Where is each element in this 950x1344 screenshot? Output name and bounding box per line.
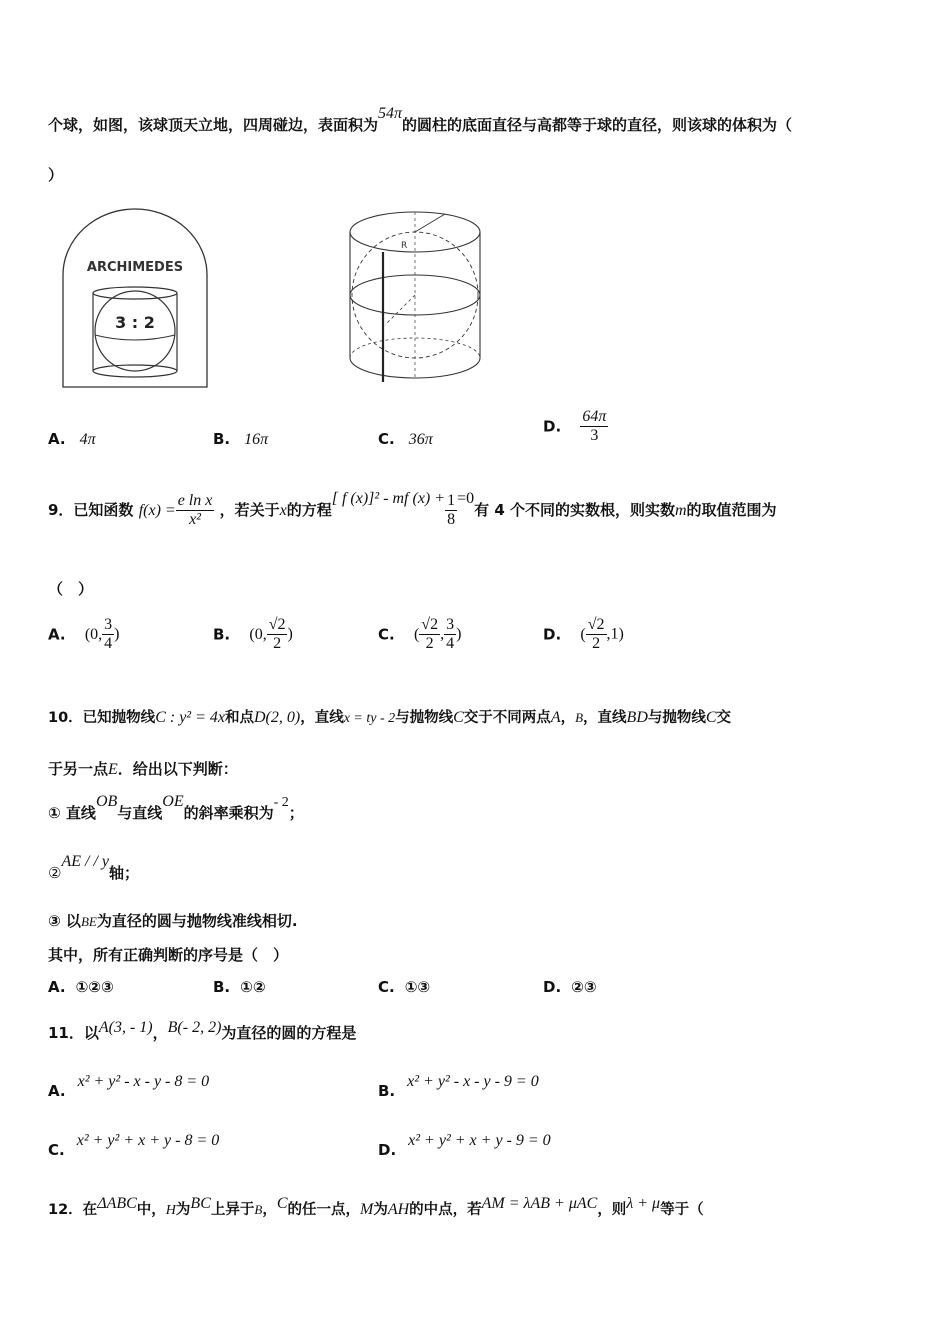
q9-stem-line2: [48, 578, 93, 599]
fraction-numerator: 1: [447, 492, 456, 509]
option-label: B.: [213, 430, 231, 448]
q10-text: ②: [48, 864, 62, 882]
q10-judgment-2: [48, 853, 140, 883]
q10-option-a[interactable]: [48, 978, 114, 996]
q9-option-c[interactable]: [378, 616, 461, 653]
q8-option-c[interactable]: [378, 430, 433, 449]
option-label: C.: [378, 978, 395, 996]
option-value: ②③: [571, 978, 597, 996]
q12-stem: [48, 1195, 704, 1219]
option-label: B.: [213, 978, 231, 996]
q10-option-d[interactable]: [543, 978, 597, 996]
q10-ae-parallel-y: AE / / y: [61, 853, 109, 870]
option-value: ①③: [404, 978, 431, 996]
q8-text: 的圆柱的底面直径与高都等于球的直径，则该球的体积为（: [402, 116, 793, 134]
archimedes-tombstone-figure: [60, 205, 210, 390]
option-fraction: [419, 616, 440, 653]
q10-text: 于另一点: [48, 760, 109, 778]
option-label: C.: [48, 1141, 65, 1159]
q12-segment-bc: BC: [190, 1195, 211, 1212]
q10-line-oe: OE: [162, 793, 184, 810]
q10-option-c[interactable]: [378, 978, 430, 996]
q10-var-c: C: [705, 709, 717, 726]
q12-lambda-plus-mu: λ + μ: [626, 1195, 661, 1212]
q12-text: 上异于: [210, 1202, 255, 1218]
q10-text: ① 直线: [48, 804, 96, 822]
fraction-numerator: 64π: [582, 408, 607, 425]
option-value: ): [287, 625, 293, 643]
q10-text: 其中，所有正确判断的序号是（ ）: [48, 946, 289, 964]
q11-option-c[interactable]: [48, 1131, 220, 1159]
q12-var-b: B: [254, 1202, 263, 1217]
q12-var-h: H: [165, 1203, 176, 1218]
option-value: 16π: [244, 431, 269, 448]
q9-option-a[interactable]: [48, 616, 119, 653]
option-value: ,: [440, 625, 445, 643]
q9-option-b[interactable]: [213, 616, 293, 653]
q11-option-d[interactable]: [378, 1131, 551, 1159]
q9-function-fraction: [176, 492, 215, 529]
q9-equation-fraction: [445, 492, 457, 529]
option-label: A.: [48, 625, 66, 644]
q12-text: 为: [373, 1202, 388, 1218]
q11-text: 11．以: [48, 1024, 99, 1042]
option-fraction: [267, 616, 288, 653]
q8-text: 个球，如图，该球顶天立地，四周碰边，表面积为: [48, 116, 379, 134]
option-label: B.: [378, 1082, 396, 1100]
q8-stem-line1: [48, 105, 793, 135]
q12-vector-eq: AM = λAB + μAC: [481, 1195, 598, 1212]
q8-option-d[interactable]: [543, 408, 608, 445]
q10-point-d: D(2, 0): [253, 709, 301, 726]
q9-option-d[interactable]: [543, 616, 624, 653]
q11-option-b[interactable]: [378, 1072, 539, 1100]
q10-judgment-1: [48, 793, 304, 823]
q9-text: 9．已知函数: [48, 501, 134, 519]
option-value: x² + y² - x - y - 9 = 0: [407, 1073, 539, 1090]
q10-line-ob: OB: [95, 793, 118, 810]
option-label: B.: [213, 625, 231, 644]
fraction-numerator: 3: [104, 616, 113, 633]
q11-point-b: B(- 2, 2): [167, 1019, 222, 1036]
q9-text: ，若关于: [219, 501, 280, 519]
q8-close-paren: ）: [48, 166, 64, 184]
option-value: (0,: [84, 625, 103, 643]
q10-text: 与抛物线: [647, 710, 706, 726]
q10-text: ，直线: [300, 710, 344, 726]
q12-text: ，则: [597, 1202, 627, 1218]
q10-text: ③ 以: [48, 912, 81, 930]
fraction-denominator: 2: [592, 635, 601, 652]
option-label: D.: [378, 1141, 397, 1159]
q10-text: 交: [716, 710, 732, 726]
q9-text: 的方程: [286, 501, 332, 519]
option-value: x² + y² - x - y - 8 = 0: [77, 1073, 210, 1090]
q10-var-c: C: [453, 709, 464, 726]
q8-option-a[interactable]: [48, 430, 96, 449]
q10-slope-product: - 2: [273, 795, 289, 810]
fraction-numerator: √2: [587, 616, 605, 633]
q9-stem-line1: [48, 492, 777, 529]
q10-text: ．给出以下判断：: [117, 760, 238, 778]
option-value: ①②③: [75, 978, 114, 996]
fraction-numerator: √2: [268, 616, 286, 633]
fraction-numerator: 3: [446, 616, 455, 633]
q11-text: 为直径的圆的方程是: [221, 1024, 357, 1042]
q9-text: 有 4 个不同的实数根，则实数: [474, 501, 675, 519]
q10-text: 为直径的圆与抛物线准线相切.: [96, 912, 298, 930]
q12-text: 为: [175, 1202, 191, 1218]
q9-equation-rhs: =0: [457, 490, 475, 507]
option-fraction: [444, 616, 456, 653]
q10-stem-line2: [48, 758, 238, 779]
option-label: C.: [378, 625, 395, 644]
q12-triangle: ΔABC: [97, 1195, 137, 1212]
q8-stem-line2: [48, 164, 63, 185]
option-value: (: [580, 625, 586, 643]
q12-segment-ah: AH: [387, 1201, 410, 1218]
option-fraction: [102, 616, 114, 653]
fraction-numerator: e ln x: [177, 492, 213, 509]
q10-var-a: A: [550, 709, 561, 726]
q9-var-m: m: [674, 502, 687, 519]
q10-text: ，: [560, 710, 576, 726]
q10-text: 与抛物线: [395, 710, 454, 726]
option-fraction: [586, 616, 607, 653]
option-value: x² + y² + x + y - 8 = 0: [76, 1132, 220, 1149]
q12-text: 等于（: [660, 1202, 704, 1218]
fraction-denominator: 4: [104, 635, 113, 652]
option-value: ①②: [240, 978, 266, 996]
q12-text: 12．在: [48, 1202, 98, 1218]
q9-var-x: x: [279, 502, 287, 519]
q12-text: ，: [262, 1202, 277, 1218]
option-value: (: [413, 625, 420, 643]
option-value: (0,: [249, 625, 267, 643]
q10-text: ；: [288, 804, 304, 822]
q12-var-c: C: [276, 1195, 288, 1212]
q10-judgment-3: [48, 910, 298, 931]
q11-option-a[interactable]: [48, 1072, 210, 1100]
q10-stem-line1: [48, 706, 731, 727]
fraction-denominator: 4: [446, 635, 455, 652]
option-label: D.: [543, 978, 562, 996]
option-label: A.: [48, 1082, 66, 1100]
q11-point-a: A(3, - 1): [98, 1019, 153, 1036]
q10-text: ，直线: [583, 710, 627, 726]
option-label: A.: [48, 430, 66, 448]
q8-option-b[interactable]: [213, 430, 268, 449]
q11-stem: [48, 1019, 357, 1043]
q10-text: 10．已知抛物线: [48, 710, 156, 726]
option-value: 36π: [408, 431, 433, 448]
q10-text: 的斜率乘积为: [183, 804, 274, 822]
archimedes-title: ARCHIMEDES: [86, 260, 184, 275]
option-label: C.: [378, 430, 395, 448]
q10-text: 交于不同两点: [463, 710, 551, 726]
q9-function-lhs: f(x) =: [138, 502, 176, 519]
option-label: A.: [48, 978, 66, 996]
fraction-denominator: 8: [447, 511, 456, 528]
cylinder-sphere-figure: [345, 200, 485, 390]
q10-segment-be: BE: [80, 914, 97, 929]
q12-text: 的中点，若: [409, 1202, 482, 1218]
option-value: x² + y² + x + y - 9 = 0: [408, 1132, 551, 1149]
q10-var-b: B: [575, 710, 584, 725]
radius-label: R: [401, 241, 408, 251]
q12-text: 中，: [136, 1202, 166, 1218]
q10-var-e: E: [108, 761, 118, 778]
option-value: ): [114, 625, 120, 643]
fraction-denominator: 2: [425, 635, 434, 652]
q9-equation: [ f (x)]² - mf (x) +: [331, 490, 446, 507]
q9-text: 的取值范围为: [686, 501, 777, 519]
q10-option-b[interactable]: [213, 978, 266, 996]
fraction-denominator: 2: [273, 635, 282, 652]
q10-parabola: C : y² = 4x: [155, 709, 225, 726]
fraction-denominator: x²: [189, 511, 201, 528]
archimedes-ratio: 3 : 2: [115, 313, 155, 332]
q9-paren: （ ）: [48, 580, 94, 598]
fraction-denominator: 3: [590, 427, 599, 444]
fraction-numerator: √2: [421, 616, 439, 633]
q10-text: 与直线: [117, 804, 163, 822]
option-label: D.: [543, 625, 562, 644]
q10-text: 和点: [224, 710, 254, 726]
option-value: 4π: [79, 431, 96, 448]
q10-line-eq: x = ty - 2: [343, 711, 396, 726]
option-label: D.: [543, 417, 562, 436]
q12-text: 的任一点，: [287, 1202, 360, 1218]
option-value: ): [456, 625, 462, 643]
q12-var-m: M: [360, 1201, 374, 1218]
q11-text: ，: [152, 1024, 168, 1042]
q10-line-bd: BD: [626, 709, 648, 726]
option-fraction: [580, 408, 608, 445]
q8-surface-area: 54π: [378, 105, 403, 122]
q10-prompt: [48, 944, 288, 965]
q10-text: 轴；: [109, 864, 140, 882]
option-value: ,1): [606, 625, 624, 643]
